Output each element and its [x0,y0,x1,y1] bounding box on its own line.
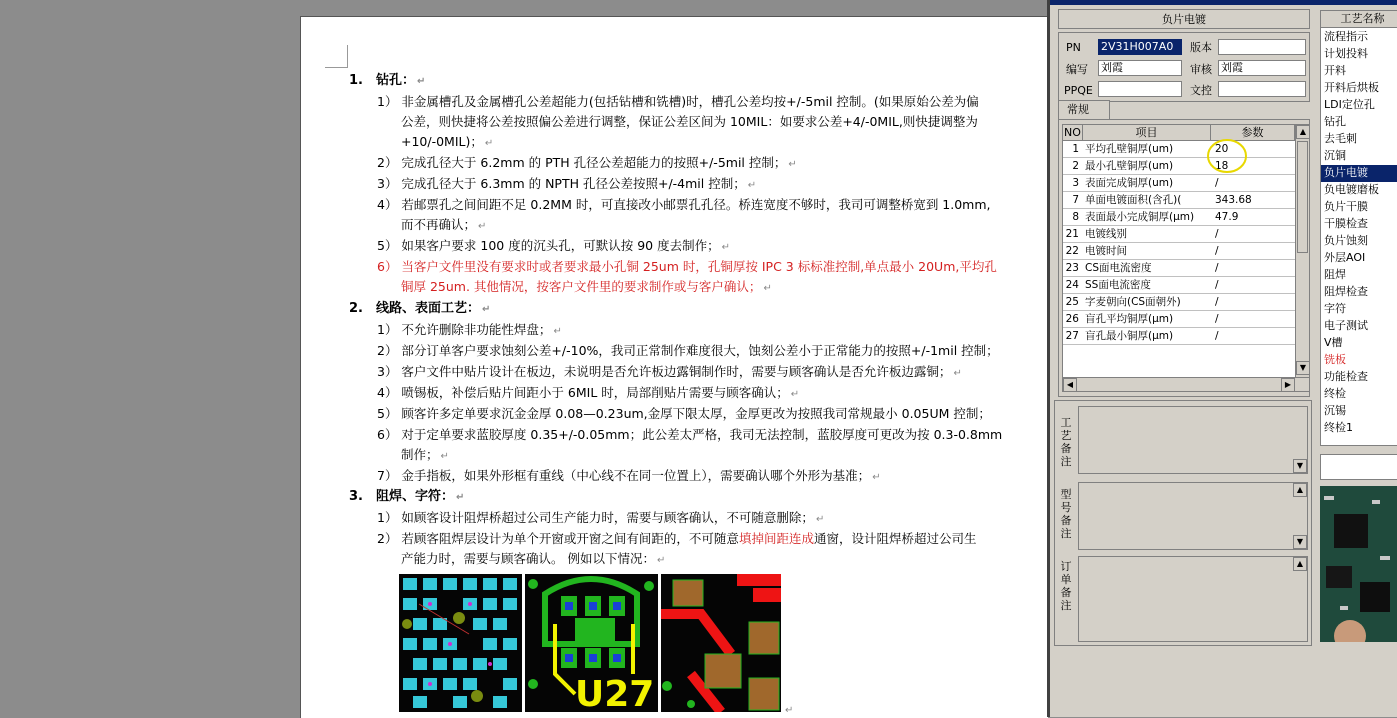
grid-cell-value[interactable]: 20 [1215,143,1229,155]
document-page[interactable] [300,16,1048,718]
order-memo-field[interactable] [1078,556,1308,642]
section-1-item-6: 6） 当客户文件里没有要求时或者要求最小孔铜 25um 时，孔铜厚按 IPC 3 标标准控制,单点最小 20Um,平均孔 [377,259,997,274]
grid-cell-item: 单面电镀面积(含孔)( [1085,194,1182,206]
pcb-image-1 [399,574,522,712]
grid-cell-item: 电镀时间 [1085,245,1127,257]
process-parameter-panel [1047,0,1397,717]
process-list-header[interactable]: 工艺名称 [1321,11,1397,28]
process-list-item[interactable]: V槽 [1324,336,1343,349]
process-list-item[interactable]: 负片蚀刻 [1324,234,1368,247]
pcb-example-images [399,574,781,712]
grid-header-no[interactable]: NO [1063,125,1083,141]
process-list-item[interactable]: 阻焊 [1324,268,1346,281]
grid-cell-item: 表面最小完成铜厚(μm) [1085,211,1195,223]
section-3-item-1: 1） 如顾客设计阻焊桥超过公司生产能力时，需要与顾客确认，不可随意删除； ↵ [377,510,825,525]
version-label: 版本 [1190,41,1212,54]
grid-row[interactable] [1063,141,1295,158]
process-list-item[interactable]: 负电镀磨板 [1324,183,1379,196]
process-list-item[interactable]: 阻焊检查 [1324,285,1368,298]
ppqe-field[interactable] [1098,81,1182,97]
author-field[interactable]: 刘霞 [1098,60,1182,76]
grid-header-value[interactable]: 参数 [1211,125,1295,141]
grid-row[interactable] [1063,192,1295,209]
version-field[interactable] [1218,39,1306,55]
grid-cell-no: 24 [1065,279,1079,291]
process-list-item[interactable]: 钻孔 [1324,115,1346,128]
section-2-item-7: 7） 金手指板，如果外形框有重线（中心线不在同一位置上），需要确认哪个外形为基准； ↵ [377,468,881,483]
margin-corner-mark [325,45,348,68]
grid-cell-value[interactable]: / [1215,228,1219,240]
pcb-photo [1320,486,1397,642]
pcb-image-3 [661,574,781,712]
memo1-scroll-down[interactable]: ▼ [1293,459,1307,473]
section-1-item-2: 2） 完成孔径大于 6.2mm 的 PTH 孔径公差超能力的按照+/-5mil 控制； ↵ [377,155,797,170]
author-label: 编写 [1066,63,1088,76]
process-name-bar [1058,9,1310,29]
process-list-item[interactable]: 功能检查 [1324,370,1368,383]
process-list-item[interactable]: 计划投料 [1324,47,1368,60]
image-para-mark: ↵ [785,705,794,716]
process-list-item[interactable]: 终检1 [1324,421,1353,434]
grid-cell-item: 电镀线别 [1085,228,1127,240]
grid-row[interactable] [1063,226,1295,243]
memo2-scroll-down[interactable]: ▼ [1293,535,1307,549]
section-3-item-2: 2） 若顾客阻焊层设计为单个开窗或开窗之间有间距的，不可随意填掉间距连成通窗，设计阻焊桥超过公司生 [377,531,977,546]
scroll-right-arrow[interactable]: ▶ [1281,378,1295,392]
process-list-item[interactable]: 沉锡 [1324,404,1346,417]
scroll-up-arrow[interactable]: ▲ [1296,125,1310,139]
grid-cell-item: 盲孔最小铜厚(μm) [1085,330,1174,342]
grid-horizontal-scrollbar[interactable] [1063,377,1309,392]
grid-cell-no: 2 [1072,160,1079,172]
model-memo-label: 型号备注 [1060,488,1072,540]
grid-cell-no: 21 [1065,228,1079,240]
scroll-down-arrow[interactable]: ▼ [1296,361,1310,375]
highlight-ellipse [1206,137,1248,175]
section-2-item-4: 4） 喷锡板，补偿后贴片间距小于 6MIL 时，局部削贴片需要与顾客确认； ↵ [377,385,800,400]
process-list-item[interactable]: 铣板 [1324,353,1346,366]
grid-cell-value[interactable]: / [1215,279,1219,291]
grid-cell-value[interactable]: / [1215,296,1219,308]
grid-row[interactable] [1063,243,1295,260]
process-list-item[interactable]: 负片干膜 [1324,200,1368,213]
grid-cell-value[interactable]: / [1215,330,1219,342]
pcb-pads-graphic [399,574,522,712]
pn-field[interactable]: 2V31H007A0 [1098,39,1182,55]
grid-row[interactable] [1063,260,1295,277]
grid-row[interactable] [1063,328,1295,345]
scroll-left-arrow[interactable]: ◀ [1063,378,1077,392]
section-3-title: 3. 阻焊、字符： ↵ [349,489,465,504]
review-field[interactable]: 刘霞 [1218,60,1306,76]
section-1-item-1-cont: 公差，则快捷将公差按照偏公差进行调整，保证公差区间为 10MIL：如要求公差+4/-0MIL,则快捷调整为 [401,114,978,129]
process-list-item[interactable]: 负片电镀 [1321,165,1397,182]
grid-cell-no: 26 [1065,313,1079,325]
tab-general-label: 常规 [1067,103,1089,116]
section-2-title: 2. 线路、表面工艺： ↵ [349,301,491,316]
grid-cell-item: 字麦朝向(CS面朝外) [1085,296,1181,308]
pcb-image-2 [525,574,658,712]
grid-cell-no: 25 [1065,296,1079,308]
review-label: 审核 [1190,63,1212,76]
grid-cell-no: 27 [1065,330,1079,342]
grid-row[interactable] [1063,175,1295,192]
grid-cell-value[interactable]: / [1215,262,1219,274]
grid-cell-no: 7 [1072,194,1079,206]
grid-row[interactable] [1063,294,1295,311]
process-memo-label: 工艺备注 [1060,416,1072,468]
process-list-item[interactable]: 流程指示 [1324,30,1368,43]
grid-cell-item: SS面电流密度 [1085,279,1151,291]
grid-cell-no: 3 [1072,177,1079,189]
pcb-silk-text: U27 [575,674,655,712]
grid-cell-value[interactable]: / [1215,177,1219,189]
grid-row[interactable] [1063,209,1295,226]
grid-cell-value[interactable]: 343.68 [1215,194,1252,206]
section-2-item-3: 3） 客户文件中贴片设计在板边，未说明是否允许板边露铜制作时，需要与顾客确认是否允许板边露铜； ↵ [377,364,962,379]
section-1-item-6-cont: 铜厚 25um. 其他情况，按客户文件里的要求制作或与客户确认； ↵ [401,279,772,294]
grid-row[interactable] [1063,311,1295,328]
pcb-soldermask-graphic [661,574,781,712]
process-list-item[interactable]: 去毛刺 [1324,132,1357,145]
section-1-item-3: 3） 完成孔径大于 6.3mm 的 NPTH 孔径公差按照+/-4mil 控制； ↵ [377,176,757,191]
grid-cell-no: 23 [1065,262,1079,274]
process-list[interactable] [1320,10,1397,446]
process-list-item[interactable]: 干膜检查 [1324,217,1368,230]
scroll-thumb[interactable] [1297,141,1308,253]
process-list-item[interactable]: 开料后烘板 [1324,81,1379,94]
grid-cell-item: CS面电流密度 [1085,262,1152,274]
grid-header-item[interactable]: 项目 [1083,125,1211,141]
process-list-item[interactable]: 字符 [1324,302,1346,315]
grid-cell-item: 盲孔平均铜厚(μm) [1085,313,1174,325]
section-1-item-5: 5） 如果客户要求 100 度的沉头孔，可默认按 90 度去制作； ↵ [377,238,730,253]
process-name-header: 负片电镀 [1162,13,1206,26]
section-1-title: 1. 钻孔： ↵ [349,73,426,88]
doc-control-field[interactable] [1218,81,1306,97]
process-list-item[interactable]: 沉铜 [1324,149,1346,162]
tab-general[interactable] [1058,100,1110,120]
pcb-photo-graphic [1320,486,1397,642]
grid-cell-no: 8 [1072,211,1079,223]
parameter-grid[interactable] [1062,124,1310,392]
process-list-item[interactable]: LDI定位孔 [1324,98,1375,111]
process-list-item[interactable]: 终检 [1324,387,1346,400]
grid-row[interactable] [1063,277,1295,294]
panel-titlebar [1050,0,1397,5]
section-2-item-6: 6） 对于定单要求蓝胶厚度 0.35+/-0.05mm；此公差太严格，我司无法控制，蓝胶厚度可更改为按 0.3-0.8mm [377,427,1003,442]
grid-cell-no: 22 [1065,245,1079,257]
process-list-item[interactable]: 外层AOI [1324,251,1366,264]
model-memo-field[interactable] [1078,482,1308,550]
section-1-item-1-cont2: +10/-0MIL)； ↵ [401,134,494,149]
grid-cell-item: 最小孔壁铜厚(um) [1085,160,1174,172]
red-phrase: 填掉间距连成 [738,531,814,546]
grid-cell-value[interactable]: / [1215,245,1219,257]
section-2-item-1: 1） 不允许删除非功能性焊盘； ↵ [377,322,562,337]
process-list-item[interactable]: 开料 [1324,64,1346,77]
section-1-item-4-cont: 而不再确认； ↵ [401,217,487,232]
grid-cell-value[interactable]: 47.9 [1215,211,1239,223]
doc-control-label: 文控 [1190,84,1212,97]
grid-cell-item: 表面完成铜厚(um) [1085,177,1174,189]
process-list-item[interactable]: 电子测试 [1324,319,1368,332]
grid-cell-value[interactable]: 18 [1215,160,1229,172]
section-2-item-6-cont: 制作； ↵ [401,447,449,462]
ppqe-label: PPQE [1064,84,1093,97]
section-2-item-2: 2） 部分订单客户要求蚀刻公差+/-10%，我司正常制作难度很大，蚀刻公差小于正常能力的按照+/-1mil 控制； [377,343,999,358]
grid-vertical-scrollbar[interactable] [1295,125,1310,377]
grid-cell-no: 1 [1072,143,1079,155]
section-1-item-1: 1） 非金属槽孔及金属槽孔公差超能力(包括钻槽和铣槽)时，槽孔公差均按+/-5mil 控制。(如果原始公差为偏 [377,94,979,109]
section-1-item-4: 4） 若邮票孔之间间距不足 0.2MM 时，可直接改小邮票孔孔径。桥连宽度不够时，我司可调整桥宽到 1.0mm, [377,197,991,212]
grid-cell-item: 平均孔壁铜厚(um) [1085,143,1174,155]
process-memo-field[interactable] [1078,406,1308,474]
memo3-scroll-up[interactable]: ▲ [1293,557,1307,571]
pn-label: PN [1066,41,1081,54]
process-search-field[interactable] [1320,454,1397,480]
memo2-scroll-up[interactable]: ▲ [1293,483,1307,497]
section-2-item-5: 5） 顾客许多定单要求沉金金厚 0.08—0.23um,金厚下限太厚，金厚更改为按照我司常规最小 0.05UM 控制； [377,406,991,421]
grid-cell-value[interactable]: / [1215,313,1219,325]
pcb-ic-graphic [525,574,658,712]
order-memo-label: 订单备注 [1060,560,1072,612]
section-3-item-2-cont: 产能力时，需要与顾客确认。 例如以下情况： ↵ [401,551,666,566]
grid-row[interactable] [1063,158,1295,175]
